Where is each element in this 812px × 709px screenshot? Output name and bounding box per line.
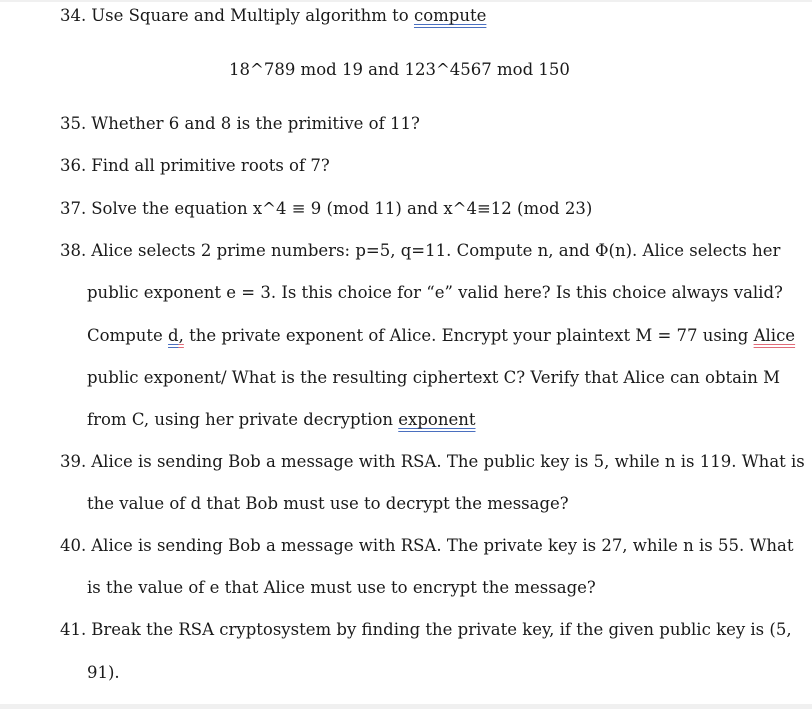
question-34-formula: [229, 59, 570, 81]
question-39: [60, 451, 805, 473]
question-text: Alice is sending Bob a message with RSA. The public key is 5, while n is 119. What is: [91, 452, 805, 471]
question-text: the private exponent of Alice. Encrypt your plaintext M = 77 using: [183, 326, 754, 345]
question-text: public exponent e = 3. Is this choice for “e” valid here? Is this choice always valid?: [87, 283, 783, 302]
question-text: Alice is sending Bob a message with RSA. The private key is 27, while n is 55. What: [91, 536, 794, 555]
question-37: [60, 198, 592, 220]
question-number: 34.: [60, 6, 87, 25]
question-number: 35.: [60, 114, 87, 133]
question-41-line-2: [87, 662, 120, 684]
question-text: 91).: [87, 663, 120, 682]
question-38-line-2: [87, 282, 783, 304]
grammar-flag-exponent: exponent: [398, 410, 476, 429]
question-text: Alice selects 2 prime numbers: p=5, q=11. Compute n, and Φ(n). Alice selects her: [91, 241, 781, 260]
question-text: Break the RSA cryptosystem by finding the private key, if the given public key is (5,: [91, 620, 792, 639]
question-41: [60, 619, 792, 641]
question-39-line-2: [87, 493, 569, 515]
spelling-flag-comma: ,: [178, 326, 184, 345]
question-number: 38.: [60, 241, 87, 260]
question-number: 41.: [60, 620, 87, 639]
grammar-flag-d: d: [168, 326, 179, 345]
question-36: [60, 155, 330, 177]
formula-text: 18^789 mod 19 and 123^4567 mod 150: [229, 60, 570, 79]
question-number: 36.: [60, 156, 87, 175]
question-number: 39.: [60, 452, 87, 471]
spelling-flag-alice: Alice: [753, 326, 796, 345]
question-number: 40.: [60, 536, 87, 555]
question-38-line-5: [87, 409, 475, 431]
question-38: [60, 240, 780, 262]
question-text: from C, using her private decryption: [87, 410, 399, 429]
question-text: Use Square and Multiply algorithm to: [91, 6, 414, 25]
question-text: Solve the equation x^4 ≡ 9 (mod 11) and x^4≡12 (mod 23): [91, 199, 593, 218]
question-text: Whether 6 and 8 is the primitive of 11?: [91, 114, 420, 133]
question-number: 37.: [60, 199, 87, 218]
question-34: [60, 5, 486, 27]
question-35: [60, 113, 420, 135]
question-text: Find all primitive roots of 7?: [91, 156, 330, 175]
question-38-line-3: [87, 325, 795, 347]
grammar-flag-compute: compute: [413, 6, 487, 25]
question-38-line-4: [87, 367, 780, 389]
question-40: [60, 535, 794, 557]
question-40-line-2: [87, 577, 596, 599]
question-text: is the value of e that Alice must use to encrypt the message?: [87, 578, 596, 597]
question-text: the value of d that Bob must use to decrypt the message?: [87, 494, 569, 513]
document-page: [0, 2, 812, 704]
question-text: public exponent/ What is the resulting ciphertext C? Verify that Alice can obtain M: [87, 368, 781, 387]
question-text: Compute: [87, 326, 169, 345]
